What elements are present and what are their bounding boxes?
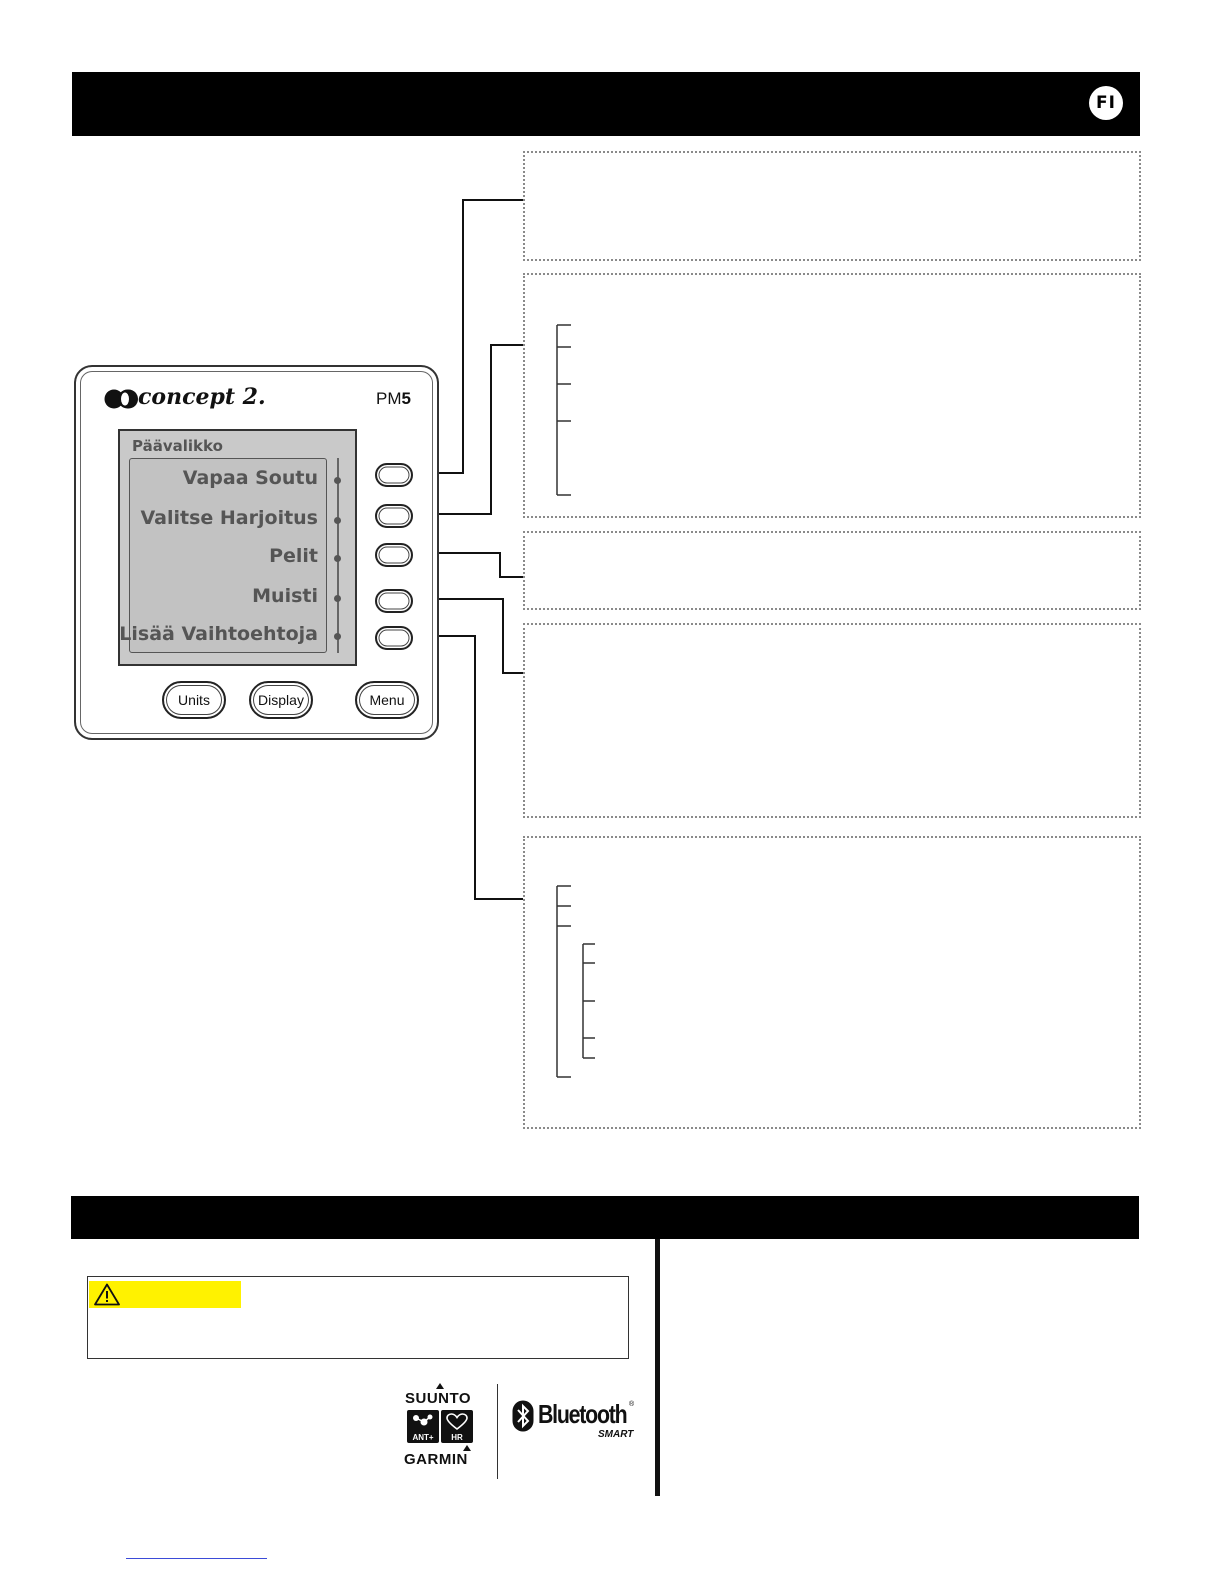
menu-item-more-options: Lisää Vaihtoehtoja [119, 623, 318, 645]
menu-item-games: Pelit [269, 545, 318, 567]
ant-plus-hr-logo [402, 1383, 478, 1467]
hr-tile [441, 1410, 473, 1443]
warning-label [89, 1281, 241, 1308]
warning-icon [94, 1283, 120, 1306]
ant-label: ANT+ [412, 1433, 434, 1442]
bluetooth-icon [512, 1400, 534, 1432]
bluetooth-label: Bluetooth [538, 1399, 627, 1429]
ant-tile [407, 1410, 439, 1443]
menu-item-select-workout: Valitse Harjoitus [140, 507, 318, 529]
concept2-logo-icon [104, 389, 140, 409]
menu-indicator [334, 555, 341, 562]
heart-icon [446, 1413, 468, 1431]
menu-item-memory: Muisti [252, 585, 318, 607]
suunto-label: SUUNTO [405, 1390, 472, 1407]
display-button[interactable]: Display [249, 681, 313, 719]
logo-separator [497, 1384, 498, 1479]
soft-key-3-button[interactable] [375, 543, 413, 567]
brand-name: concept 2. [138, 384, 266, 410]
warning-box [87, 1276, 629, 1359]
language-badge: FI [1089, 86, 1123, 120]
menu-indicator [334, 477, 341, 484]
section-bar [71, 1196, 1139, 1239]
menu-indicator [334, 517, 341, 524]
menu-indicator [334, 633, 341, 640]
garmin-label: GARMIN [404, 1451, 468, 1468]
bluetooth-smart-logo [512, 1399, 636, 1443]
column-divider [655, 1239, 660, 1496]
menu-button[interactable]: Menu [355, 681, 419, 719]
registered-mark: ® [629, 1401, 635, 1408]
ant-icon [411, 1413, 435, 1429]
footer-link-underline[interactable] [126, 1558, 267, 1559]
menu-indicator [334, 595, 341, 602]
triangle-marker-icon [436, 1383, 444, 1389]
model-prefix: PM [376, 389, 402, 408]
model-number: 5 [401, 389, 411, 408]
soft-key-1-button[interactable] [375, 463, 413, 487]
hr-label: HR [451, 1433, 463, 1442]
soft-key-4-button[interactable] [375, 589, 413, 613]
soft-key-2-button[interactable] [375, 504, 413, 528]
smart-label: SMART [598, 1429, 634, 1440]
soft-key-5-button[interactable] [375, 626, 413, 650]
menu-item-free-row: Vapaa Soutu [182, 467, 318, 489]
lcd-screen [118, 429, 357, 666]
units-button[interactable]: Units [162, 681, 226, 719]
model-name [376, 389, 411, 409]
pm5-monitor [74, 365, 439, 740]
screen-title: Päävalikko [132, 437, 223, 455]
